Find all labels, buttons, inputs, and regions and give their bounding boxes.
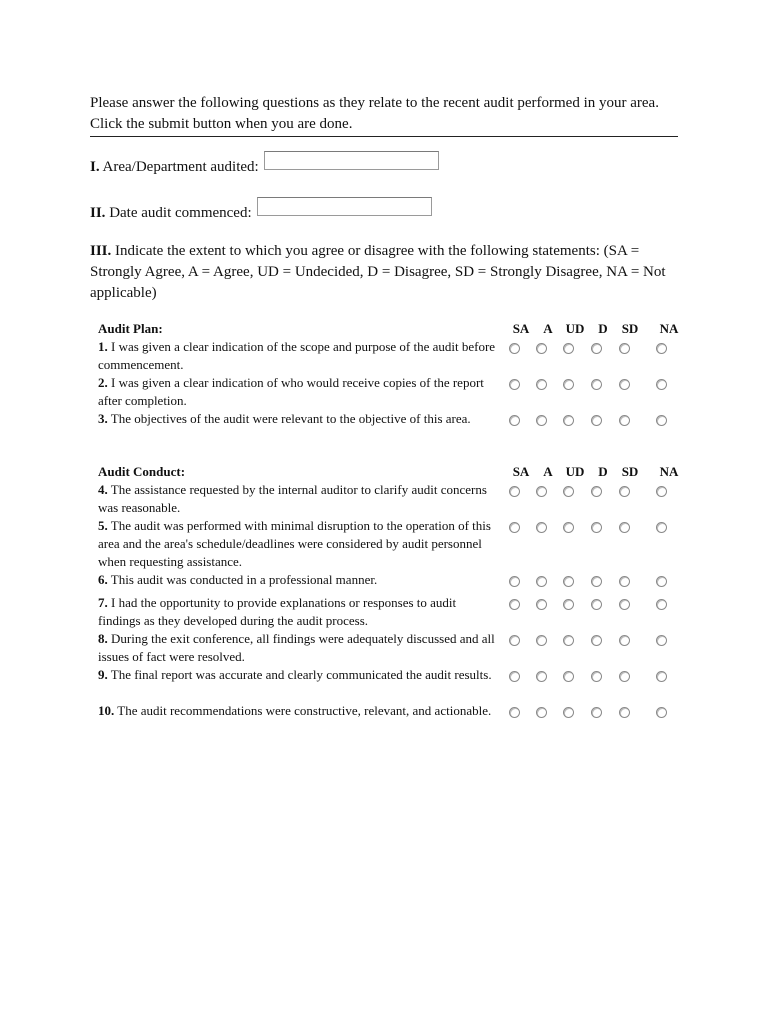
radio-sa[interactable] [509, 599, 520, 610]
question-label: Date audit commenced: [105, 205, 252, 221]
question-date-commenced [90, 203, 432, 223]
statement-text: During the exit conference, all findings were adequately discussed and all issues of fact were resolved. [98, 631, 495, 664]
statement-number: 5. [98, 518, 108, 533]
statement-item [98, 630, 500, 666]
radio-sa[interactable] [509, 379, 520, 390]
radio-na[interactable] [656, 671, 667, 682]
radio-d[interactable] [591, 635, 602, 646]
statement-item [98, 338, 500, 374]
statement-text: I was given a clear indication of the scope and purpose of the audit before commencement. [98, 339, 496, 372]
radio-sd[interactable] [619, 343, 630, 354]
radio-sa[interactable] [509, 343, 520, 354]
radio-sd[interactable] [619, 379, 630, 390]
statement-text: This audit was conducted in a professional manner. [107, 572, 378, 587]
radio-sa[interactable] [509, 576, 520, 587]
statement-item [98, 374, 500, 410]
statement-number: 2. [98, 375, 108, 390]
radio-sa[interactable] [509, 635, 520, 646]
radio-sa[interactable] [509, 707, 520, 718]
question-number: III. [90, 243, 112, 259]
radio-a[interactable] [536, 707, 547, 718]
scale-header-sa: SA [512, 464, 530, 479]
radio-d[interactable] [591, 707, 602, 718]
radio-na[interactable] [656, 599, 667, 610]
radio-d[interactable] [591, 522, 602, 533]
radio-sa[interactable] [509, 486, 520, 497]
section-title: Audit Conduct: [98, 464, 186, 479]
scale-header-sd: SD [621, 321, 639, 336]
radio-a[interactable] [536, 599, 547, 610]
question-area-department [90, 157, 439, 177]
radio-na[interactable] [656, 415, 667, 426]
radio-na[interactable] [656, 707, 667, 718]
question-agreement-instructions [90, 241, 680, 304]
radio-sd[interactable] [619, 576, 630, 587]
statement-text: The audit was performed with minimal disruption to the operation of this area and the area's schedule/deadlines were considered by audit personnel when requesting assistance. [98, 518, 491, 569]
statement-number: 1. [98, 339, 108, 354]
statement-item [98, 571, 500, 589]
statement-text: The assistance requested by the internal auditor to clarify audit concerns was reasonable. [98, 482, 487, 515]
statement-item [98, 410, 500, 428]
section-title: Audit Plan: [98, 321, 163, 336]
radio-d[interactable] [591, 343, 602, 354]
statement-item [98, 594, 500, 630]
radio-sd[interactable] [619, 415, 630, 426]
question-number: II. [90, 205, 106, 221]
statement-number: 3. [98, 411, 108, 426]
radio-ud[interactable] [563, 707, 574, 718]
scale-header-sd: SD [621, 464, 639, 479]
statement-text: The audit recommendations were constructive, relevant, and actionable. [114, 703, 492, 718]
radio-a[interactable] [536, 671, 547, 682]
radio-ud[interactable] [563, 415, 574, 426]
radio-sd[interactable] [619, 671, 630, 682]
statement-text: The final report was accurate and clearly communicated the audit results. [107, 667, 492, 682]
scale-header-d: D [598, 321, 608, 336]
date-commenced-input[interactable] [257, 197, 432, 216]
radio-sa[interactable] [509, 415, 520, 426]
question-number: I. [90, 159, 100, 175]
intro-text: Please answer the following questions as they relate to the recent audit performed in your area. Click the submit button when you are done. [90, 93, 678, 137]
radio-d[interactable] [591, 486, 602, 497]
radio-ud[interactable] [563, 599, 574, 610]
radio-ud[interactable] [563, 671, 574, 682]
radio-ud[interactable] [563, 522, 574, 533]
radio-sd[interactable] [619, 635, 630, 646]
area-department-input[interactable] [264, 151, 439, 170]
radio-na[interactable] [656, 522, 667, 533]
scale-header-na: NA [659, 464, 679, 479]
radio-a[interactable] [536, 576, 547, 587]
radio-a[interactable] [536, 486, 547, 497]
statement-item [98, 517, 500, 571]
radio-a[interactable] [536, 379, 547, 390]
radio-d[interactable] [591, 576, 602, 587]
statement-number: 6. [98, 572, 108, 587]
radio-d[interactable] [591, 415, 602, 426]
radio-sa[interactable] [509, 522, 520, 533]
radio-na[interactable] [656, 576, 667, 587]
radio-d[interactable] [591, 671, 602, 682]
scale-header-a: A [543, 464, 553, 479]
statement-text: The objectives of the audit were relevant to the objective of this area. [107, 411, 471, 426]
radio-a[interactable] [536, 415, 547, 426]
radio-ud[interactable] [563, 486, 574, 497]
radio-d[interactable] [591, 379, 602, 390]
scale-header-d: D [598, 464, 608, 479]
radio-sd[interactable] [619, 599, 630, 610]
radio-ud[interactable] [563, 576, 574, 587]
radio-a[interactable] [536, 522, 547, 533]
radio-na[interactable] [656, 343, 667, 354]
statement-text: I had the opportunity to provide explanations or responses to audit findings as they developed during the audit process. [98, 595, 457, 628]
radio-na[interactable] [656, 635, 667, 646]
radio-sd[interactable] [619, 707, 630, 718]
radio-sd[interactable] [619, 522, 630, 533]
question-text: Indicate the extent to which you agree or disagree with the following statements: (SA = Strongly Agree, A = Agree, UD = Undecided, D = Disagree, SD = Strongly Disagree, NA = Not applicable) [90, 243, 666, 301]
scale-header-ud: UD [565, 321, 585, 336]
radio-ud[interactable] [563, 343, 574, 354]
radio-na[interactable] [656, 379, 667, 390]
statement-number: 8. [98, 631, 108, 646]
radio-ud[interactable] [563, 379, 574, 390]
statement-number: 9. [98, 667, 108, 682]
radio-sd[interactable] [619, 486, 630, 497]
radio-d[interactable] [591, 599, 602, 610]
scale-header-na: NA [659, 321, 679, 336]
statement-number: 7. [98, 595, 108, 610]
radio-sa[interactable] [509, 671, 520, 682]
statement-text: I was given a clear indication of who would receive copies of the report after completion. [98, 375, 484, 408]
radio-ud[interactable] [563, 635, 574, 646]
statement-number: 4. [98, 482, 108, 497]
statement-item [98, 481, 500, 517]
radio-a[interactable] [536, 343, 547, 354]
scale-header-a: A [543, 321, 553, 336]
statement-item [98, 702, 500, 720]
statement-item [98, 666, 500, 684]
question-label: Area/Department audited: [99, 159, 259, 175]
radio-a[interactable] [536, 635, 547, 646]
scale-header-sa: SA [512, 321, 530, 336]
statement-number: 10. [98, 703, 115, 718]
radio-na[interactable] [656, 486, 667, 497]
scale-header-ud: UD [565, 464, 585, 479]
